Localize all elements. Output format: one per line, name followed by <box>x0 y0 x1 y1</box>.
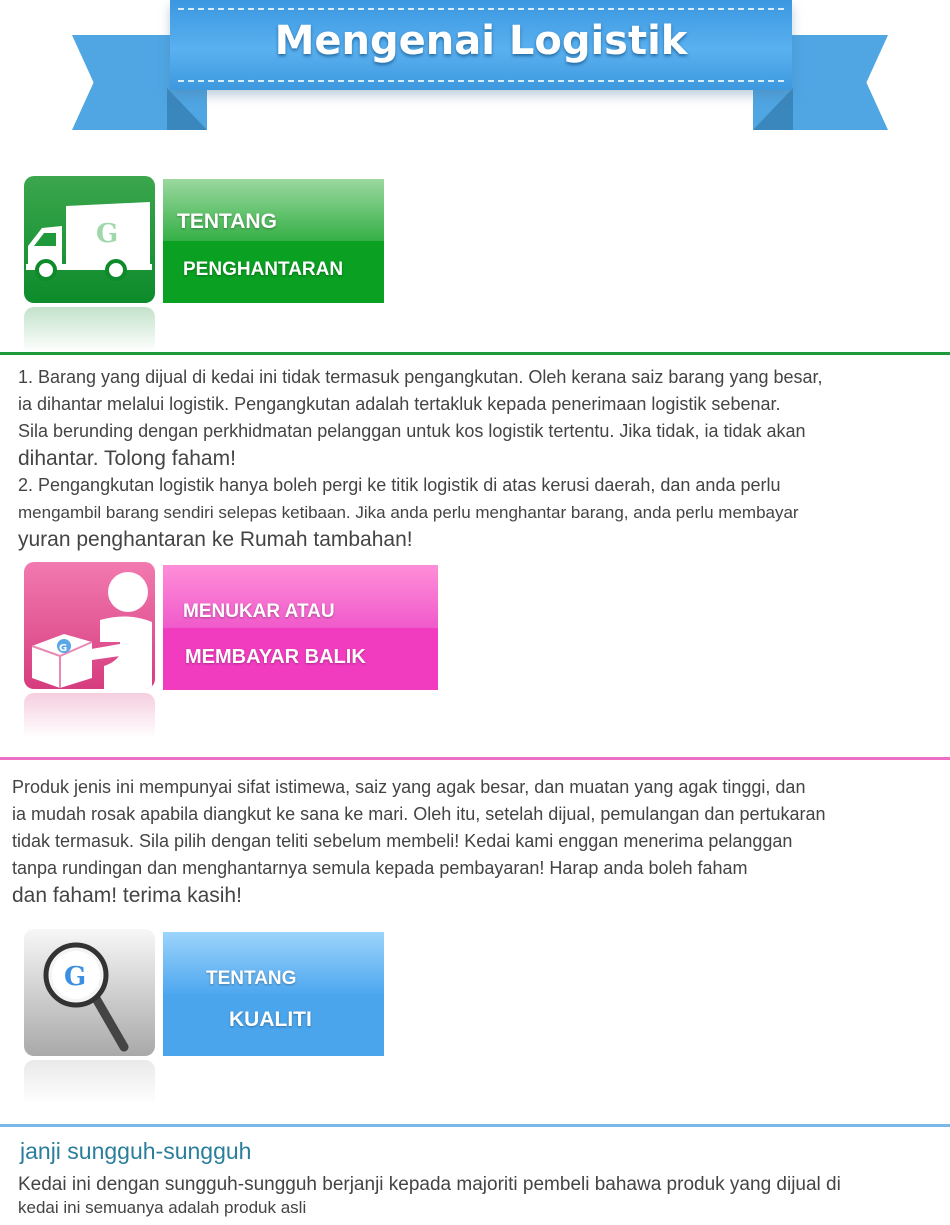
tag-delivery-line2: PENGHANTARAN <box>183 259 344 280</box>
svg-text:G: G <box>59 643 68 654</box>
svg-text:G: G <box>96 219 119 249</box>
tag-quality-line1: TENTANG <box>206 968 297 989</box>
divider-pink <box>0 757 950 760</box>
tag-refund-line1: MENUKAR ATAU <box>183 601 335 622</box>
tag-quality <box>163 932 384 1056</box>
ribbon-band <box>170 0 792 90</box>
delivery-truck-icon <box>24 176 155 303</box>
svg-text:G: G <box>64 962 87 992</box>
person-package-icon <box>24 562 155 689</box>
divider-blue <box>0 1124 950 1127</box>
tag-delivery <box>163 179 384 303</box>
magnifier-icon <box>24 929 155 1056</box>
tag-delivery-line1: TENTANG <box>177 210 277 233</box>
title-banner <box>60 0 900 140</box>
page-title: Mengenai Logistik <box>274 18 688 64</box>
tag-quality-line2: KUALITI <box>229 1008 312 1031</box>
promise-title: janji sungguh-sungguh <box>20 1138 252 1164</box>
tag-refund <box>163 565 438 690</box>
refund-text: Produk jenis ini mempunyai sifat istimewa, saiz yang agak besar, dan muatan yang agak tinggi, dan ia mudah rosak apabila diangkut ke sana ke mari. Oleh itu, setelah dijual, pemulangan dan pertukaran tidak termasuk. Sila pilih dengan teliti sebelum membeli! Kedai kami enggan menerima pelanggan tanpa rundingan dan menghantarnya semula kepada pembayaran! Harap anda boleh faham dan faham! terima kasih! <box>12 777 826 907</box>
divider-green <box>0 352 950 355</box>
promise-text: Kedai ini dengan sungguh-sungguh berjanji kepada majoriti pembeli bahawa produk yang dijual di kedai ini semuanya adalah produk asli <box>18 1174 841 1217</box>
delivery-text: 1. Barang yang dijual di kedai ini tidak termasuk pengangkutan. Oleh kerana saiz barang yang besar, ia dihantar melalui logistik. Pengangkutan adalah tertakluk kepada penerimaan logistik sebenar. Sila berunding dengan perkhidmatan pelanggan untuk kos logistik tertentu. Jika tidak, ia tidak akan dihantar. Tolong faham! 2. Pengangkutan logistik hanya boleh pergi ke titik logistik di atas kerusi daerah, dan anda perlu mengambil barang sendiri selepas ketibaan. Jika anda perlu menghantar barang, anda perlu membayar yuran penghantaran ke Rumah tambahan! <box>18 367 823 551</box>
tag-refund-line2: MEMBAYAR BALIK <box>185 645 366 668</box>
